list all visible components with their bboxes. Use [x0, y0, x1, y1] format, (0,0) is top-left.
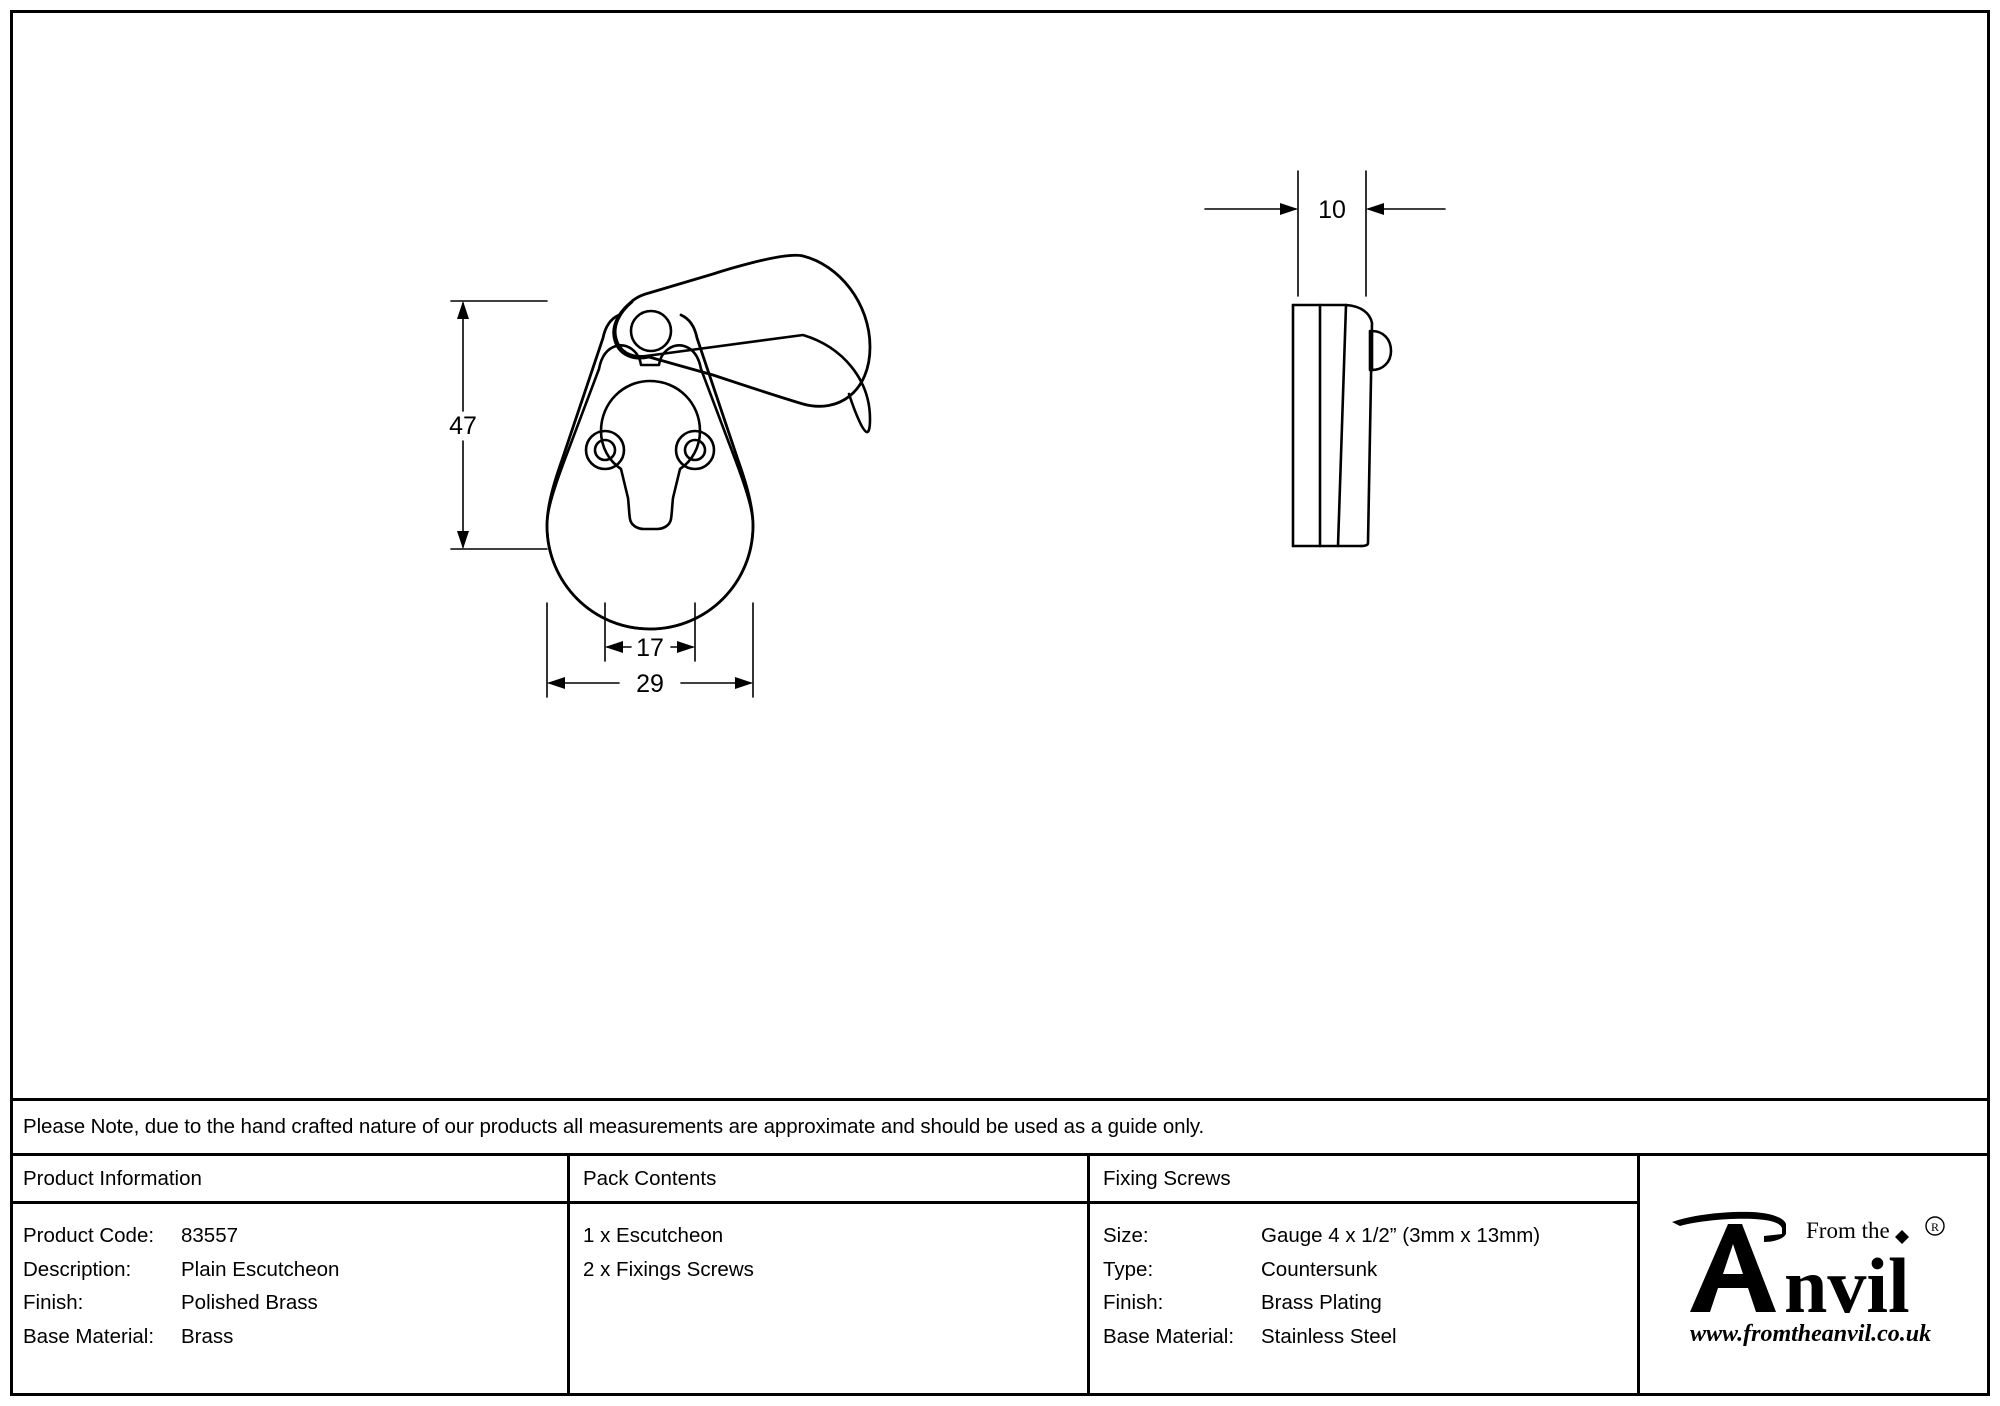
spec-row	[1103, 1253, 1637, 1287]
product-information-body	[10, 1204, 567, 1353]
spec-key: Type:	[1103, 1257, 1154, 1281]
from-the-anvil-logo	[1668, 1208, 1968, 1358]
spec-row	[1103, 1286, 1637, 1320]
side-view-pivot-boss	[1370, 331, 1391, 370]
product-information-heading: Product Information	[10, 1156, 567, 1204]
spec-value: 83557	[181, 1224, 239, 1247]
spec-key: Base Material:	[1103, 1324, 1235, 1348]
spec-row	[23, 1219, 567, 1253]
spec-row	[1103, 1320, 1637, 1354]
dimension-10	[1205, 171, 1445, 296]
spec-value: Plain Escutcheon	[181, 1257, 340, 1281]
front-view-cover-flap	[615, 302, 870, 432]
spec-row	[23, 1286, 567, 1320]
logo-column	[1640, 1156, 1987, 1396]
spec-row	[1103, 1219, 1637, 1253]
dimension-label-47: 47	[449, 412, 477, 440]
spec-key: Finish:	[23, 1291, 84, 1314]
info-tables	[10, 1156, 1990, 1396]
spec-value: Countersunk	[1261, 1257, 1378, 1281]
technical-drawing-area	[13, 13, 1987, 1098]
logo-top-text: From the	[1806, 1218, 1890, 1243]
logo-url: www.fromtheanvil.co.uk	[1690, 1321, 1932, 1347]
spec-key: Finish:	[1103, 1291, 1164, 1314]
spec-value: Brass	[181, 1324, 234, 1348]
cover-pivot-hole	[631, 311, 671, 351]
spec-value: Stainless Steel	[1261, 1324, 1397, 1348]
pack-contents-item: 1 x Escutcheon	[583, 1224, 724, 1247]
side-view-body	[1293, 305, 1372, 546]
pack-contents-column	[570, 1156, 1090, 1396]
spec-key: Size:	[1103, 1224, 1149, 1247]
pack-contents-item: 2 x Fixings Screws	[583, 1257, 754, 1281]
spec-value: Polished Brass	[181, 1291, 318, 1314]
front-view-backplate	[547, 345, 753, 629]
anvil-icon	[1672, 1212, 1786, 1312]
spec-key: Description:	[23, 1257, 132, 1281]
cover-flap-outline	[614, 255, 870, 406]
spec-row	[23, 1253, 567, 1287]
spec-value: Brass Plating	[1261, 1291, 1382, 1314]
spec-key: Product Code:	[23, 1224, 155, 1247]
spec-key: Base Material:	[23, 1324, 155, 1348]
dimension-label-17: 17	[636, 634, 664, 662]
logo-column-heading	[1640, 1156, 1987, 1204]
pack-contents-body	[570, 1204, 1087, 1286]
disclaimer-text: Please Note, due to the hand crafted nature of our products all measurements are approximate and should be used as a guide only.	[23, 1115, 1205, 1138]
front-view-outline	[547, 315, 753, 629]
spec-row	[23, 1320, 567, 1354]
pack-contents-heading: Pack Contents	[570, 1156, 1087, 1204]
fixing-screws-column	[1090, 1156, 1640, 1396]
disclaimer-row	[10, 1098, 1990, 1156]
dimension-label-10: 10	[1318, 196, 1346, 224]
registered-glyph: R	[1930, 1220, 1940, 1234]
logo-wordmark: nvil	[1784, 1242, 1910, 1329]
product-information-column	[10, 1156, 570, 1396]
dimension-label-29: 29	[636, 670, 664, 698]
spec-value: Gauge 4 x 1/2” (3mm x 13mm)	[1261, 1224, 1541, 1247]
fixing-screws-heading: Fixing Screws	[1090, 1156, 1637, 1204]
fixing-screws-body	[1090, 1204, 1637, 1353]
